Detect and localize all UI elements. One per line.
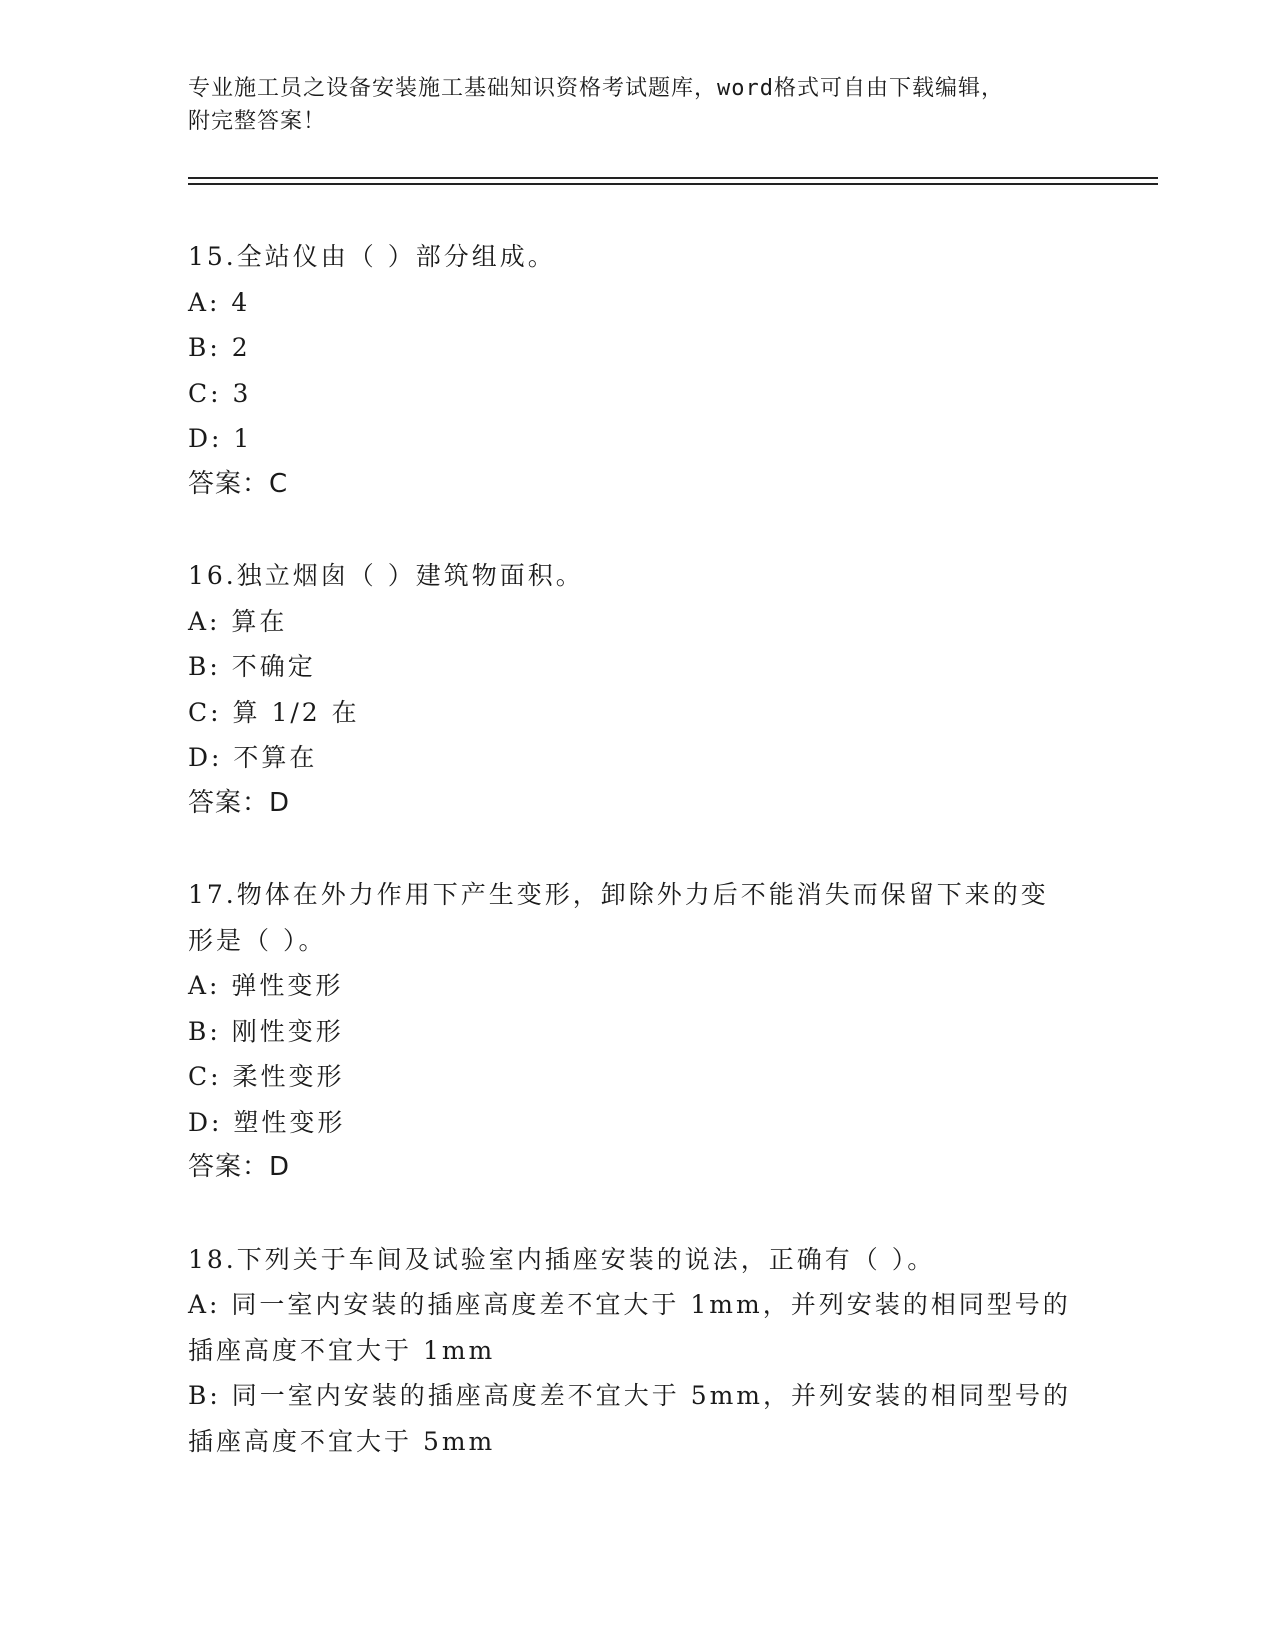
answer-line: 答案：D xyxy=(188,1152,291,1182)
option-line: A: 同一室内安装的插座高度差不宜大于 1mm，并列安装的相同型号的 xyxy=(188,1290,1071,1319)
option-b: B: 不确定 xyxy=(188,652,316,681)
option-b: B: 刚性变形 xyxy=(188,1016,344,1046)
header-line-1: 专业施工员之设备安装施工基础知识资格考试题库，word格式可自由下载编辑， xyxy=(188,76,1004,101)
option-a: A: 4 xyxy=(188,287,251,317)
option-line: 插座高度不宜大于 1mm xyxy=(188,1335,496,1365)
question-stem xyxy=(188,234,1108,280)
stem-line: 形是（ ）。 xyxy=(188,925,327,955)
question-list xyxy=(188,234,1108,1510)
option-b: B: 2 xyxy=(188,333,251,362)
question-stem xyxy=(188,1237,1108,1283)
stem-line: 15.全站仪由（ ）部分组成。 xyxy=(188,242,556,271)
option-a: A: 算在 xyxy=(188,606,288,636)
question-stem xyxy=(188,872,1108,963)
option-b xyxy=(188,1373,1108,1464)
document-header xyxy=(188,72,1088,138)
option-line: B: 同一室内安装的插座高度差不宜大于 5mm，并列安装的相同型号的 xyxy=(188,1381,1072,1410)
question-stem xyxy=(188,553,1108,599)
stem-line: 16.独立烟囱（ ）建筑物面积。 xyxy=(188,561,584,590)
option-c: C: 柔性变形 xyxy=(188,1062,345,1091)
header-line-2: 附完整答案！ xyxy=(188,109,327,134)
stem-line: 17.物体在外力作用下产生变形，卸除外力后不能消失而保留下来的变 xyxy=(188,880,1049,909)
option-a: A: 弹性变形 xyxy=(188,971,344,1000)
answer-line: 答案：D xyxy=(188,787,291,818)
option-c: C: 3 xyxy=(188,378,252,408)
question-17 xyxy=(188,872,1108,1191)
header-divider-top xyxy=(188,177,1158,179)
option-d: D: 不算在 xyxy=(188,743,318,772)
question-15 xyxy=(188,234,1108,507)
answer-line: 答案：C xyxy=(188,468,289,499)
option-a xyxy=(188,1282,1108,1373)
option-d: D: 塑性变形 xyxy=(188,1107,346,1137)
option-line: 插座高度不宜大于 5mm xyxy=(188,1426,496,1456)
stem-line: 18.下列关于车间及试验室内插座安装的说法，正确有（ ）。 xyxy=(188,1244,936,1274)
option-c: C: 算 1/2 在 xyxy=(188,697,360,727)
header-divider-bottom xyxy=(188,183,1158,185)
option-d: D: 1 xyxy=(188,424,253,453)
question-16 xyxy=(188,553,1108,826)
question-18 xyxy=(188,1237,1108,1465)
